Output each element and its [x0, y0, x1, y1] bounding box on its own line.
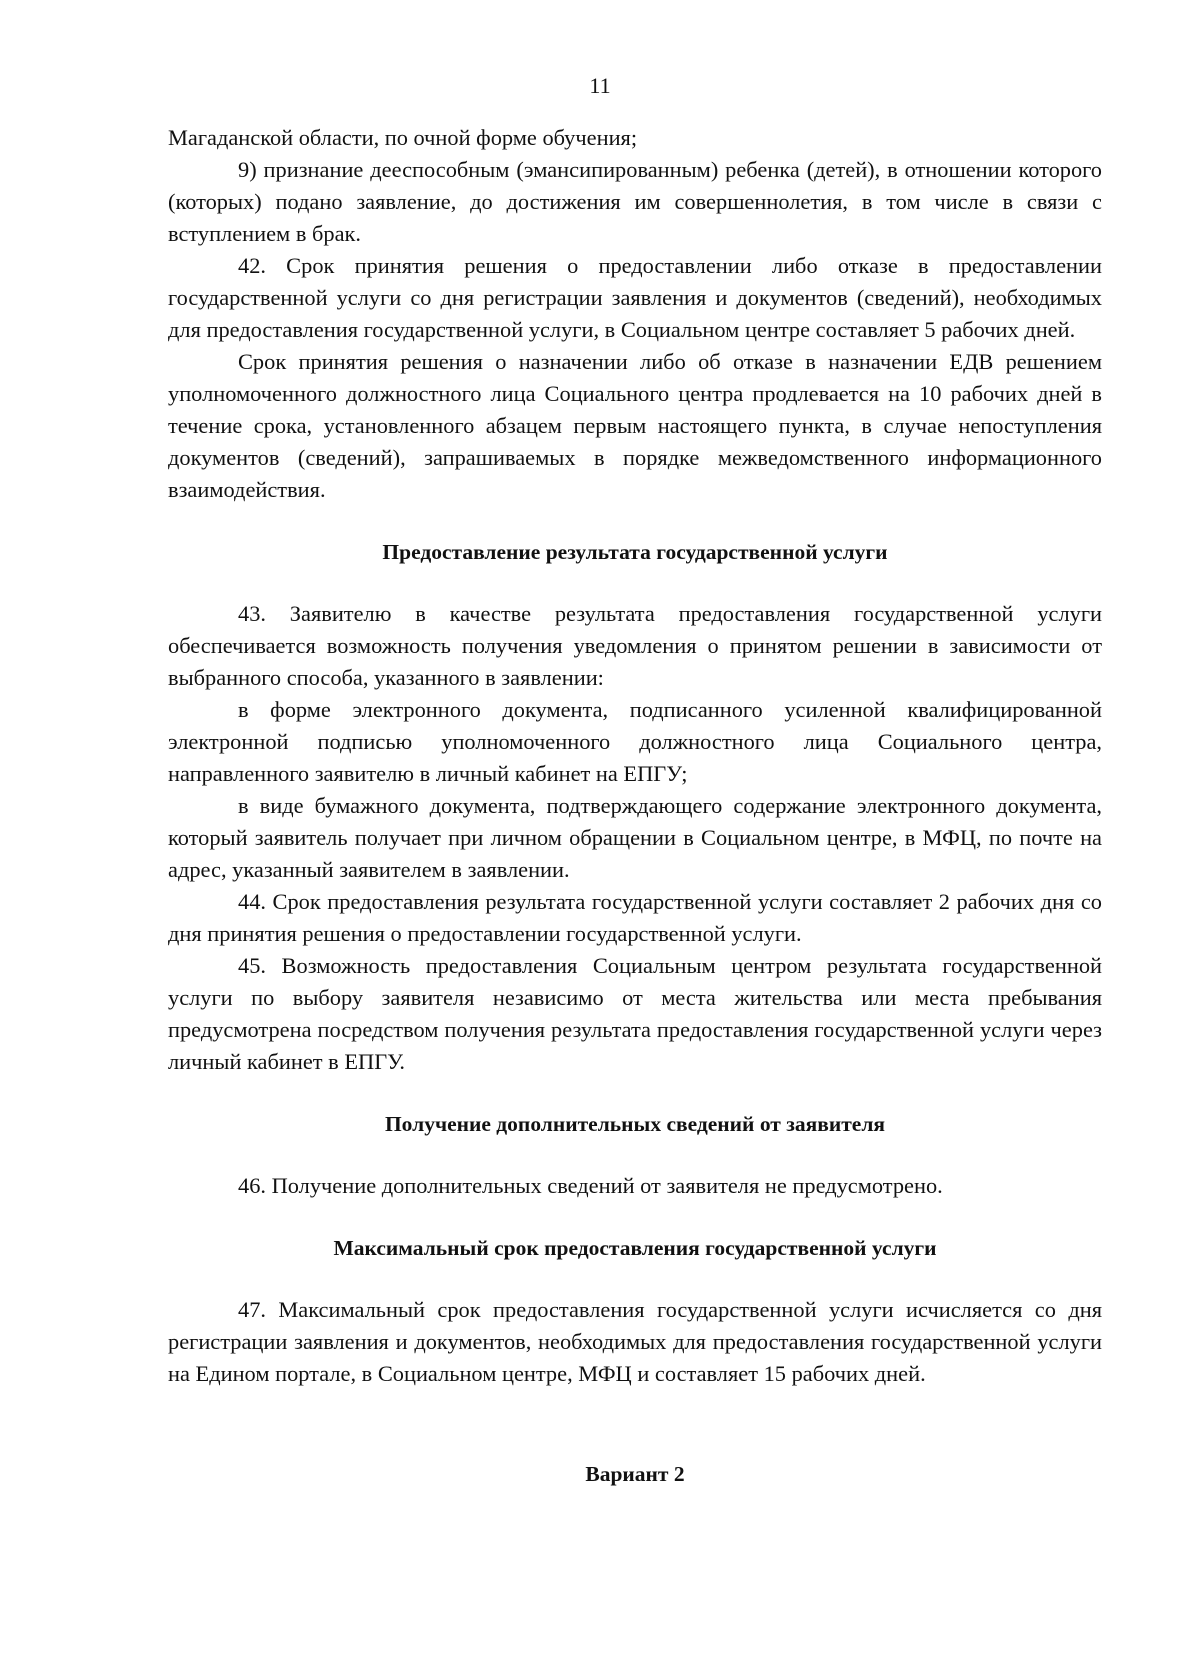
paragraph-47: 47. Максимальный срок предоставления государственной услуги исчисляется со дня регистрации заявления и документов, необходимых для предоставления государственной услуги на Едином портале, в Социальном центре, МФЦ и составляет 15 рабочих дней. — [168, 1297, 1102, 1386]
section-heading-variant-2: Вариант 2 — [585, 1462, 685, 1486]
paragraph-42-continued: Срок принятия решения о назначении либо об отказе в назначении ЕДВ решением уполномоченного должностного лица Социального центра продлевается на 10 рабочих дней в течение срока, установленного абзацем первым настоящего пункта, в случае непоступления документов (сведений), запрашиваемых в порядке межведомственного информационного взаимодействия. — [168, 349, 1102, 502]
section-heading-additional-info: Получение дополнительных сведений от заявителя — [384, 1112, 886, 1136]
paragraph-43-paper: в виде бумажного документа, подтверждающего содержание электронного документа, который заявитель получает при личном обращении в Социальном центре, в МФЦ, по почте на адрес, указанный заявителем в заявлении. — [168, 793, 1102, 882]
page-number: 11 — [589, 73, 611, 98]
document-body — [168, 122, 1102, 1490]
section-heading-result: Предоставление результата государственной услуги — [382, 540, 888, 564]
section-heading-max-term: Максимальный срок предоставления государственной услуги — [333, 1236, 937, 1260]
paragraph-45: 45. Возможность предоставления Социальным центром результата государственной услуги по выбору заявителя независимо от места жительства или места пребывания предусмотрена посредством получения результата предоставления государственной услуги через личный кабинет в ЕПГУ. — [168, 953, 1102, 1074]
paragraph-43: 43. Заявителю в качестве результата предоставления государственной услуги обеспечивается возможность получения уведомления о принятом решении в зависимости от выбранного способа, указанного в заявлении: — [168, 601, 1102, 690]
paragraph-46: 46. Получение дополнительных сведений от заявителя не предусмотрено. — [238, 1173, 943, 1198]
paragraph-continuation: Магаданской области, по очной форме обучения; — [168, 125, 638, 150]
paragraph-43-electronic: в форме электронного документа, подписанного усиленной квалифицированной электронной подписью уполномоченного должностного лица Социального центра, направленного заявителю в личный кабинет на ЕПГУ; — [168, 697, 1102, 786]
paragraph-42: 42. Срок принятия решения о предоставлении либо отказе в предоставлении государственной услуги со дня регистрации заявления и документов (сведений), необходимых для предоставления государственной услуги, в Социальном центре составляет 5 рабочих дней. — [168, 253, 1102, 342]
paragraph-44: 44. Срок предоставления результата государственной услуги составляет 2 рабочих дня со дня принятия решения о предоставлении государственной услуги. — [168, 889, 1102, 946]
paragraph-item-9: 9) признание дееспособным (эмансипированным) ребенка (детей), в отношении которого (которых) подано заявление, до достижения им совершеннолетия, в том числе в связи с вступлением в брак. — [168, 157, 1102, 246]
